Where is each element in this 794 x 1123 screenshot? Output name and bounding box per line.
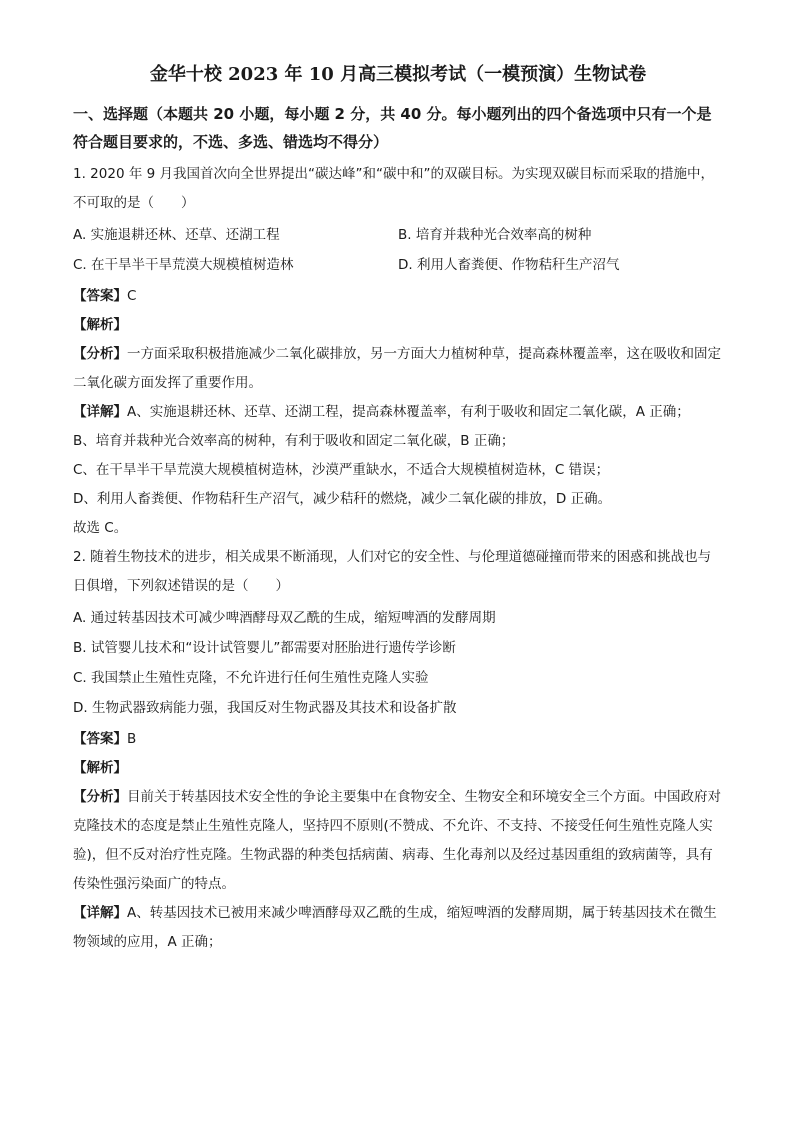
exam-page	[73, 62, 723, 957]
answer-tag: 【答案】	[73, 288, 127, 304]
q2-jiexi-tag: 【解析】	[73, 760, 127, 776]
page-title: 金华十校 2023 年 10 月高三模拟考试（一模预演）生物试卷	[149, 64, 647, 85]
question-2	[73, 543, 723, 957]
q2-option-d: D. 生物武器致病能力强，我国反对生物武器及其技术和设备扩散	[73, 700, 457, 716]
q1-conclusion: 故选 C。	[73, 520, 128, 536]
q1-jiexi-tag: 【解析】	[73, 317, 127, 333]
q2-answer	[73, 725, 723, 754]
q1-stem: 1. 2020 年 9 月我国首次向全世界提出“碳达峰”和“碳中和”的双碳目标。为实现双碳目标而采取的措施中，不可取的是（ ）	[73, 166, 714, 211]
q2-option-c: C. 我国禁止生殖性克隆，不允许进行任何生殖性克隆人实验	[73, 670, 429, 686]
q2-options	[73, 603, 723, 723]
q1-options	[73, 220, 723, 280]
q1-xiangjie-c: C、在干旱半干旱荒漠大规模植树造林，沙漠严重缺水，不适合大规模植树造林，C 错误；	[73, 462, 610, 478]
question-1	[73, 160, 723, 543]
fenxi-text: 目前关于转基因技术安全性的争论主要集中在食物安全、生物安全和环境安全三个方面。中国政府对克隆技术的态度是禁止生殖性克隆人，坚持四不原则(不赞成、不允许、不支持、不接受任何生殖性克隆人实验)，但不反对治疗性克隆。生物武器的种类包括病菌、病毒、生化毒剂以及经过基因重组的致病菌等，具有传染性强污染面广的特点。	[73, 789, 721, 892]
q2-xiangjie-a	[73, 899, 723, 957]
fenxi-tag: 【分析】	[73, 346, 127, 362]
q1-option-d: D. 利用人畜粪便、作物秸秆生产沼气	[398, 257, 620, 273]
answer-value: C	[127, 288, 137, 304]
q2-fenxi	[73, 783, 723, 899]
xiangjie-text: A、实施退耕还林、还草、还湖工程，提高森林覆盖率，有利于吸收和固定二氧化碳，A 正确；	[127, 404, 690, 420]
xiangjie-text: A、转基因技术已被用来减少啤酒酵母双乙酰的生成，缩短啤酒的发酵周期，属于转基因技术在微生物领域的应用，A 正确；	[73, 905, 717, 950]
q2-option-b: B. 试管婴儿技术和“设计试管婴儿”都需要对胚胎进行遗传学诊断	[73, 640, 456, 656]
fenxi-tag: 【分析】	[73, 789, 127, 805]
q1-option-b: B. 培育并栽种光合效率高的树种	[398, 227, 592, 243]
section-heading: 一、选择题（本题共 20 小题，每小题 2 分，共 40 分。每小题列出的四个备选项中只有一个是符合题目要求的，不选、多选、错选均不得分）	[73, 105, 712, 151]
answer-value: B	[127, 731, 137, 747]
answer-tag: 【答案】	[73, 731, 127, 747]
q1-option-c: C. 在干旱半干旱荒漠大规模植树造林	[73, 257, 294, 273]
fenxi-text: 一方面采取积极措施减少二氧化碳排放，另一方面大力植树种草，提高森林覆盖率，这在吸收和固定二氧化碳方面发挥了重要作用。	[73, 346, 721, 391]
q1-option-a: A. 实施退耕还林、还草、还湖工程	[73, 227, 280, 243]
q2-stem: 2. 随着生物技术的进步，相关成果不断涌现，人们对它的安全性、与伦理道德碰撞而带来的困惑和挑战也与日俱增，下列叙述错误的是（ ）	[73, 549, 712, 594]
q1-xiangjie-d: D、利用人畜粪便、作物秸秆生产沼气，减少秸秆的燃烧，减少二氧化碳的排放，D 正确。	[73, 491, 612, 507]
q1-xiangjie-b: B、培育并栽种光合效率高的树种，有利于吸收和固定二氧化碳，B 正确；	[73, 433, 515, 449]
q2-option-a: A. 通过转基因技术可减少啤酒酵母双乙酰的生成，缩短啤酒的发酵周期	[73, 610, 496, 626]
xiangjie-tag: 【详解】	[73, 905, 127, 921]
q1-answer	[73, 282, 723, 311]
xiangjie-tag: 【详解】	[73, 404, 127, 420]
q1-fenxi	[73, 340, 723, 398]
q1-xiangjie-a	[73, 398, 723, 427]
